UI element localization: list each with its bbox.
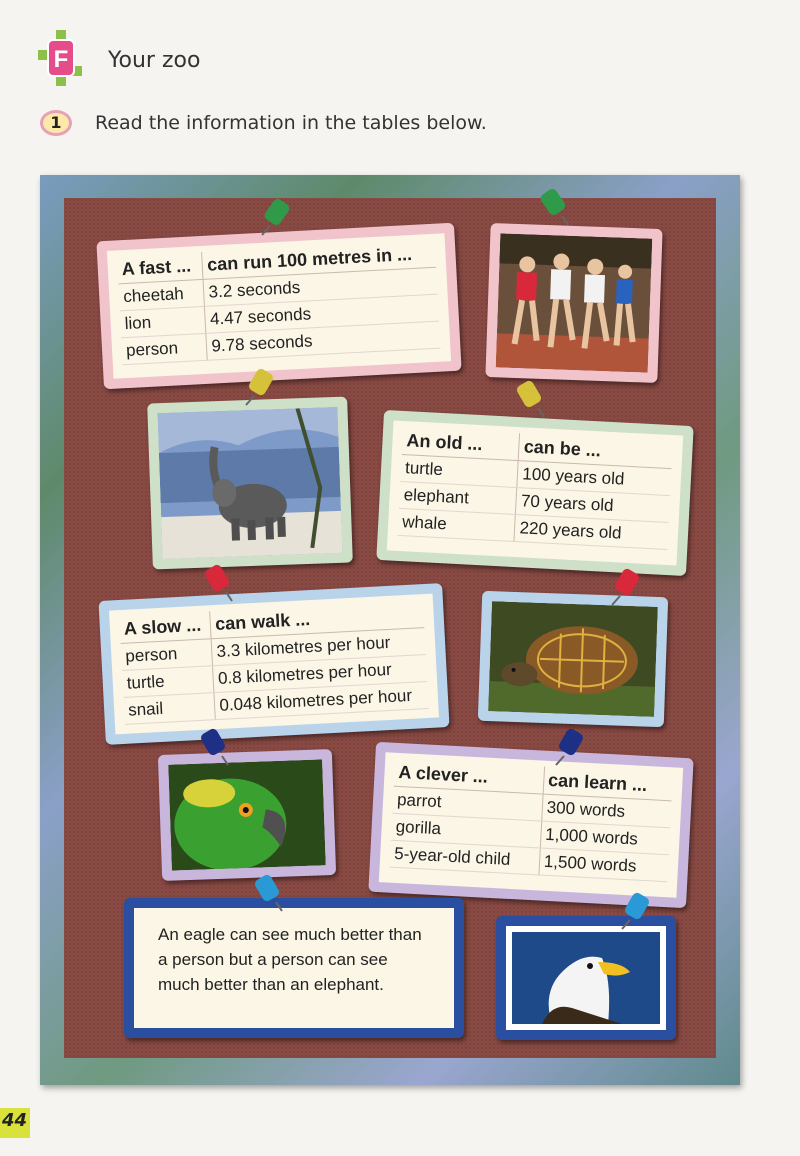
animal-cell: snail [124, 693, 216, 725]
value-cell: 3.2 seconds [203, 267, 437, 306]
elephant-photo [158, 407, 343, 559]
old-col2-header: can be ... [519, 433, 673, 468]
runners-photo [496, 233, 653, 372]
fast-col2-header: can run 100 metres in ... [202, 240, 436, 280]
value-cell: 1,500 words [539, 848, 669, 882]
eagle-photo-card [496, 916, 676, 1040]
fast-table [117, 240, 440, 365]
turtle-photo [488, 601, 658, 717]
fast-table-card [96, 223, 461, 390]
slow-col2-header: can walk ... [210, 600, 424, 639]
value-cell: 9.78 seconds [206, 321, 440, 360]
yellow-pushpin-icon [512, 378, 546, 418]
animal-cell: whale [398, 508, 516, 541]
turtle-photo-card [478, 591, 668, 727]
parrot-photo-card [158, 749, 336, 881]
old-table-card [376, 410, 693, 576]
navy-pushpin-icon [196, 726, 230, 766]
animal-cell: lion [120, 306, 206, 337]
clever-table [390, 759, 673, 882]
green-pushpin-icon [536, 186, 570, 226]
old-table [398, 427, 673, 550]
value-cell: 1,000 words [540, 821, 670, 855]
navy-pushpin-icon [554, 726, 588, 766]
slow-col1-header: A slow ... [119, 611, 211, 643]
fast-col1-header: A fast ... [117, 252, 203, 284]
cyan-pushpin-icon [250, 872, 284, 912]
runners-photo-card [485, 223, 662, 383]
value-cell: 3.3 kilometres per hour [211, 628, 425, 666]
clever-col2-header: can learn ... [543, 767, 673, 801]
red-pushpin-icon [200, 562, 234, 602]
parrot-photo [168, 759, 326, 870]
eagle-photo [506, 926, 666, 1030]
cyan-pushpin-icon [620, 890, 654, 930]
value-cell: 300 words [542, 794, 672, 828]
section-letter: F [53, 46, 69, 73]
slow-table-card [98, 583, 449, 745]
green-pushpin-icon [260, 196, 294, 236]
eagle-note-card [124, 898, 464, 1038]
value-cell: 220 years old [514, 515, 668, 550]
value-cell: 100 years old [517, 461, 671, 496]
clever-col1-header: A clever ... [394, 759, 545, 794]
clever-table-card [368, 742, 693, 908]
value-cell: 0.8 kilometres per hour [213, 655, 427, 693]
section-badge-icon [38, 30, 86, 86]
animal-cell: turtle [122, 666, 214, 698]
page-number: 44 [0, 1108, 30, 1138]
old-col1-header: An old ... [402, 427, 520, 461]
animal-cell: elephant [399, 481, 517, 514]
value-cell: 70 years old [516, 488, 670, 523]
animal-cell: person [121, 333, 207, 364]
exercise-number: 1 [40, 110, 72, 136]
value-cell: 0.048 kilometres per hour [214, 682, 428, 720]
red-pushpin-icon [610, 566, 644, 606]
yellow-pushpin-icon [244, 366, 278, 406]
slow-table [119, 600, 428, 725]
animal-cell: turtle [400, 454, 518, 487]
animal-cell: cheetah [119, 279, 205, 310]
animal-cell: gorilla [391, 813, 541, 848]
value-cell: 4.47 seconds [205, 294, 439, 333]
section-title: Your zoo [108, 48, 201, 73]
animal-cell: parrot [392, 786, 542, 821]
eagle-note-text: An eagle can see much better than a person but a person can see much better than an elephant. [158, 925, 422, 994]
animal-cell: person [121, 639, 213, 671]
instruction-text: Read the information in the tables below. [95, 112, 487, 134]
animal-cell: 5-year-old child [390, 840, 540, 875]
elephant-photo-card [147, 397, 353, 570]
